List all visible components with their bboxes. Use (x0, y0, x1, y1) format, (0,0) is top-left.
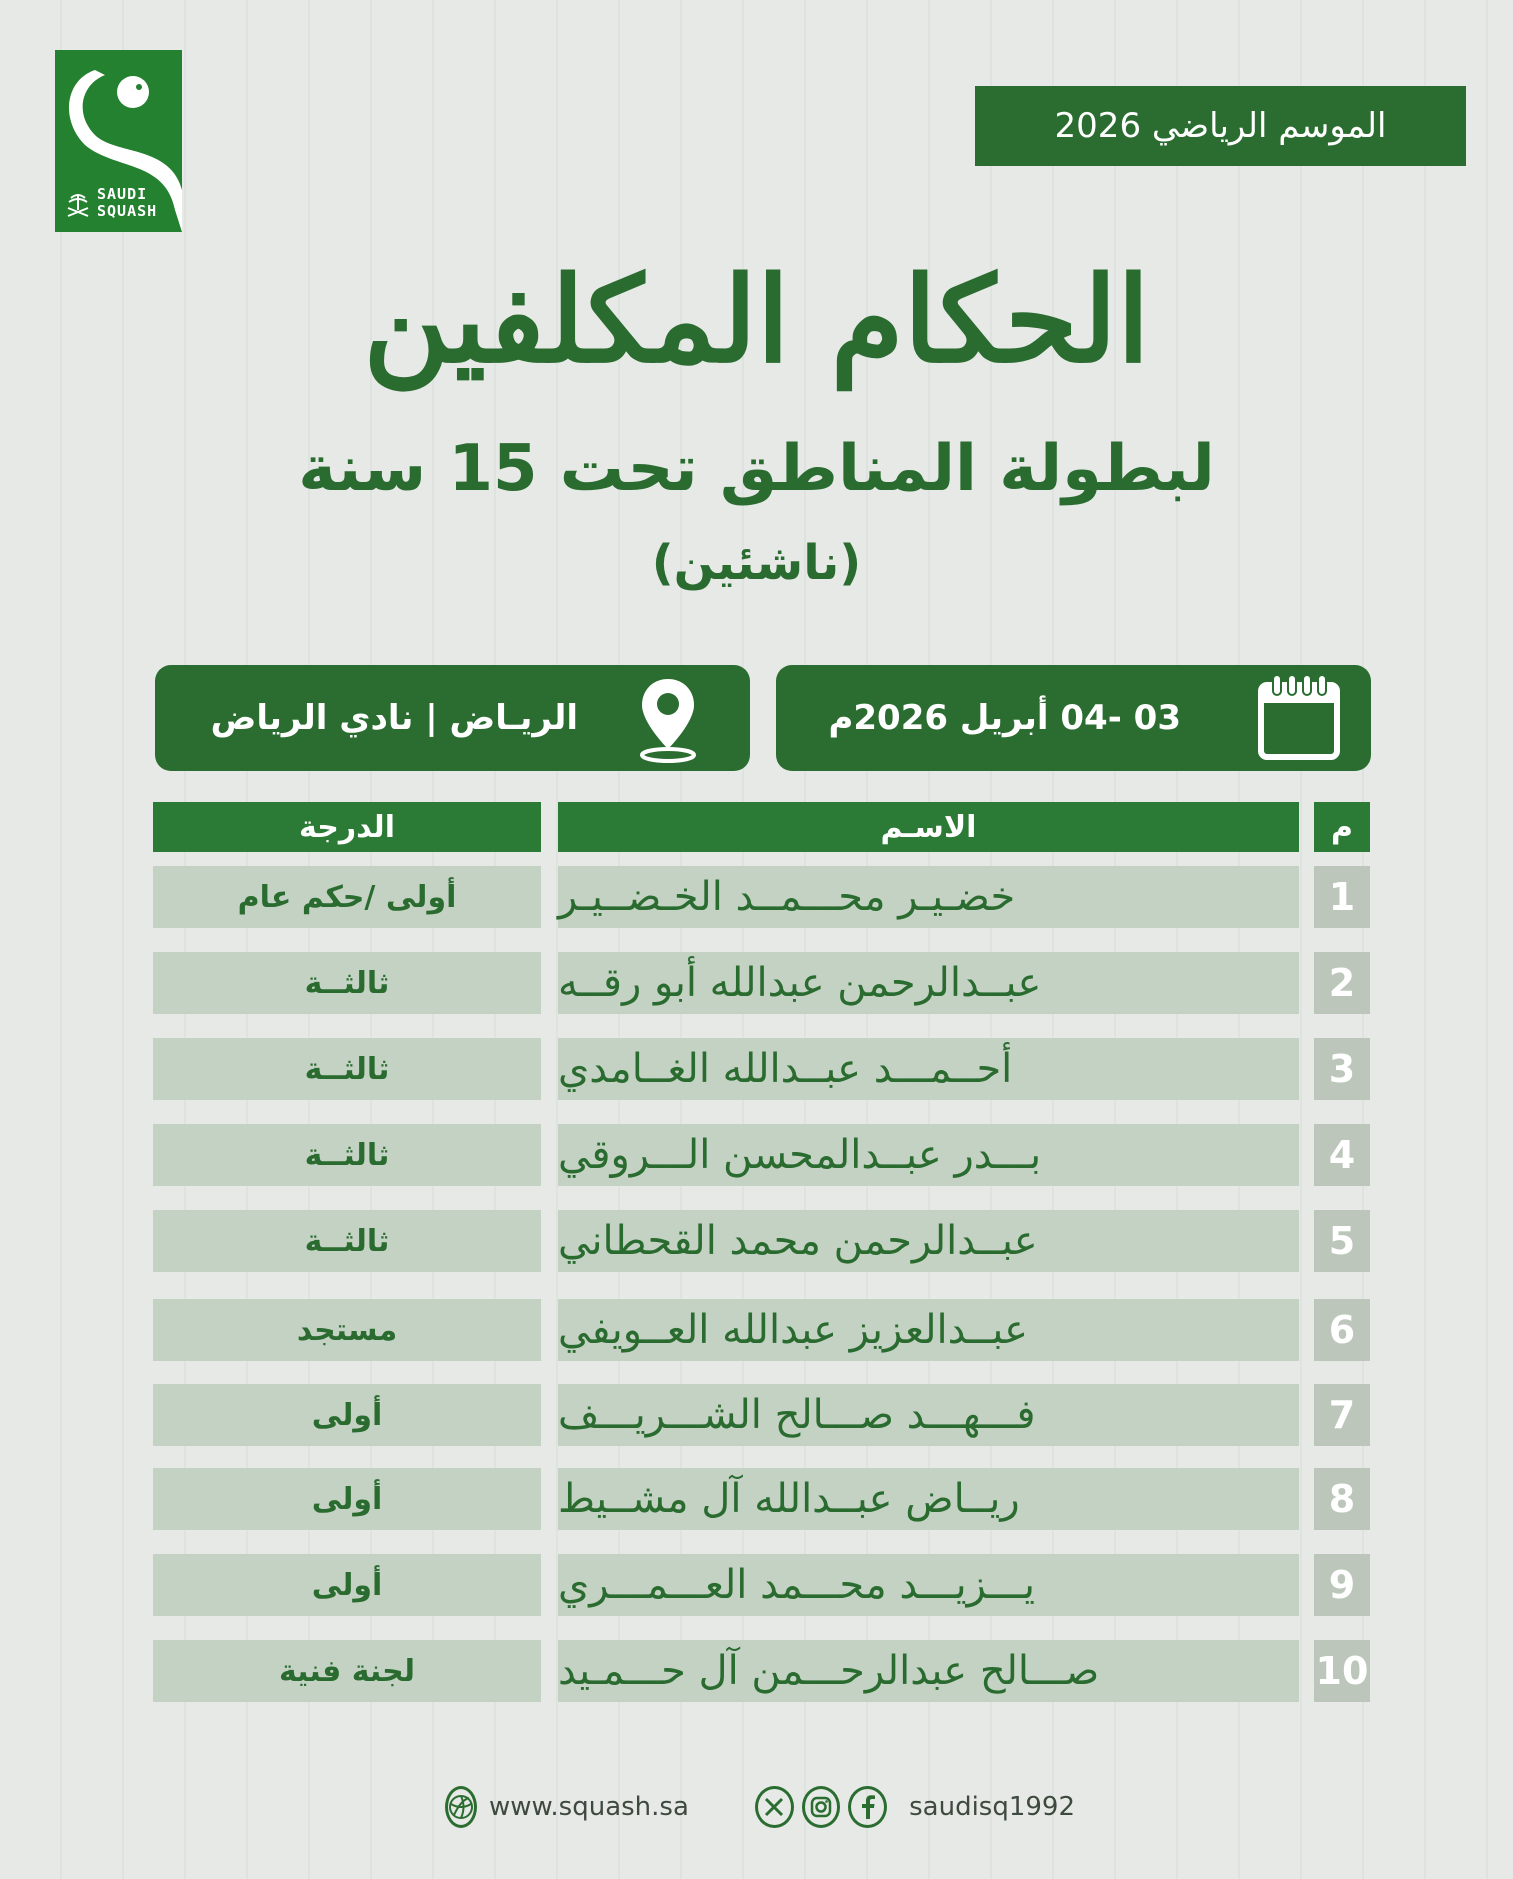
x-twitter-icon[interactable] (755, 1786, 794, 1828)
instagram-icon[interactable] (802, 1786, 841, 1828)
social-links (755, 1785, 1075, 1829)
globe-icon (445, 1786, 477, 1828)
number-cell: 2 (1314, 952, 1370, 1014)
table-row (0, 1210, 1513, 1272)
page-subtitle: لبطولة المناطق تحت 15 سنة (298, 432, 1215, 506)
number-cell: 1 (1314, 866, 1370, 928)
category-label: (ناشئين) (651, 535, 862, 591)
table-row (0, 866, 1513, 928)
page-title: الحكام المكلفين (363, 250, 1150, 389)
number-cell: 8 (1314, 1468, 1370, 1530)
name-cell: أحــمـــد عبــدالله الغــامدي (558, 1038, 1299, 1100)
table-row (0, 1299, 1513, 1361)
location-box (155, 665, 750, 771)
name-cell: عبــدالرحمن عبدالله أبو رقــه (558, 952, 1299, 1014)
number-cell: 3 (1314, 1038, 1370, 1100)
table-row (0, 1038, 1513, 1100)
name-cell: ريــاض عبــدالله آل مشــيط (558, 1468, 1299, 1530)
column-header-name: الاسـم (558, 802, 1299, 852)
number-cell: 4 (1314, 1124, 1370, 1186)
column-header-number: م (1314, 802, 1370, 852)
location-pin-icon (636, 675, 700, 763)
location-text: الريـاض | نادي الرياض (210, 698, 578, 738)
name-cell: عبــدالعزيز عبدالله العــويفي (558, 1299, 1299, 1361)
grade-cell: ثالثــة (153, 1210, 541, 1272)
name-cell: صـــالح عبدالرحـــمن آل حـــمـيد (558, 1640, 1299, 1702)
grade-cell: ثالثــة (153, 952, 541, 1014)
website-link[interactable] (445, 1785, 689, 1829)
name-cell: فـــهـــد صـــالح الشـــريـــف (558, 1384, 1299, 1446)
facebook-icon[interactable] (848, 1786, 887, 1828)
logo-text-saudi: SAUDI (97, 185, 148, 203)
grade-cell: ثالثــة (153, 1124, 541, 1186)
season-banner: الموسم الرياضي 2026 (975, 86, 1466, 166)
grade-cell: أولى (153, 1468, 541, 1530)
name-cell: بـــدر عبــدالمحسن الـــروقي (558, 1124, 1299, 1186)
number-cell: 7 (1314, 1384, 1370, 1446)
number-cell: 9 (1314, 1554, 1370, 1616)
table-row (0, 1554, 1513, 1616)
grade-cell: أولى (153, 1554, 541, 1616)
table-row (0, 1124, 1513, 1186)
table-row (0, 1384, 1513, 1446)
number-cell: 10 (1314, 1640, 1370, 1702)
calendar-icon (1257, 671, 1341, 761)
date-box (776, 665, 1371, 771)
name-cell: يـــزيـــد محـــمد العـــمـــري (558, 1554, 1299, 1616)
logo-text-squash: SQUASH (97, 202, 158, 220)
grade-cell: أولى /حكم عام (153, 866, 541, 928)
table-row (0, 1468, 1513, 1530)
number-cell: 5 (1314, 1210, 1370, 1272)
grade-cell: لجنة فنية (153, 1640, 541, 1702)
social-handle[interactable]: saudisq1992 (909, 1792, 1076, 1822)
grade-cell: ثالثــة (153, 1038, 541, 1100)
table-row (0, 1640, 1513, 1702)
column-header-grade: الدرجة (153, 802, 541, 852)
saudi-squash-logo (55, 50, 182, 232)
website-text[interactable]: www.squash.sa (489, 1792, 689, 1822)
name-cell: خضـيـر محـــمــد الخـضــيـر (558, 866, 1299, 928)
number-cell: 6 (1314, 1299, 1370, 1361)
name-cell: عبــدالرحمن محمد القحطاني (558, 1210, 1299, 1272)
grade-cell: أولى (153, 1384, 541, 1446)
table-row (0, 952, 1513, 1014)
palm-swords-icon (63, 190, 93, 220)
date-text: 03 -04 أبريل 2026م (828, 698, 1181, 738)
grade-cell: مستجد (153, 1299, 541, 1361)
